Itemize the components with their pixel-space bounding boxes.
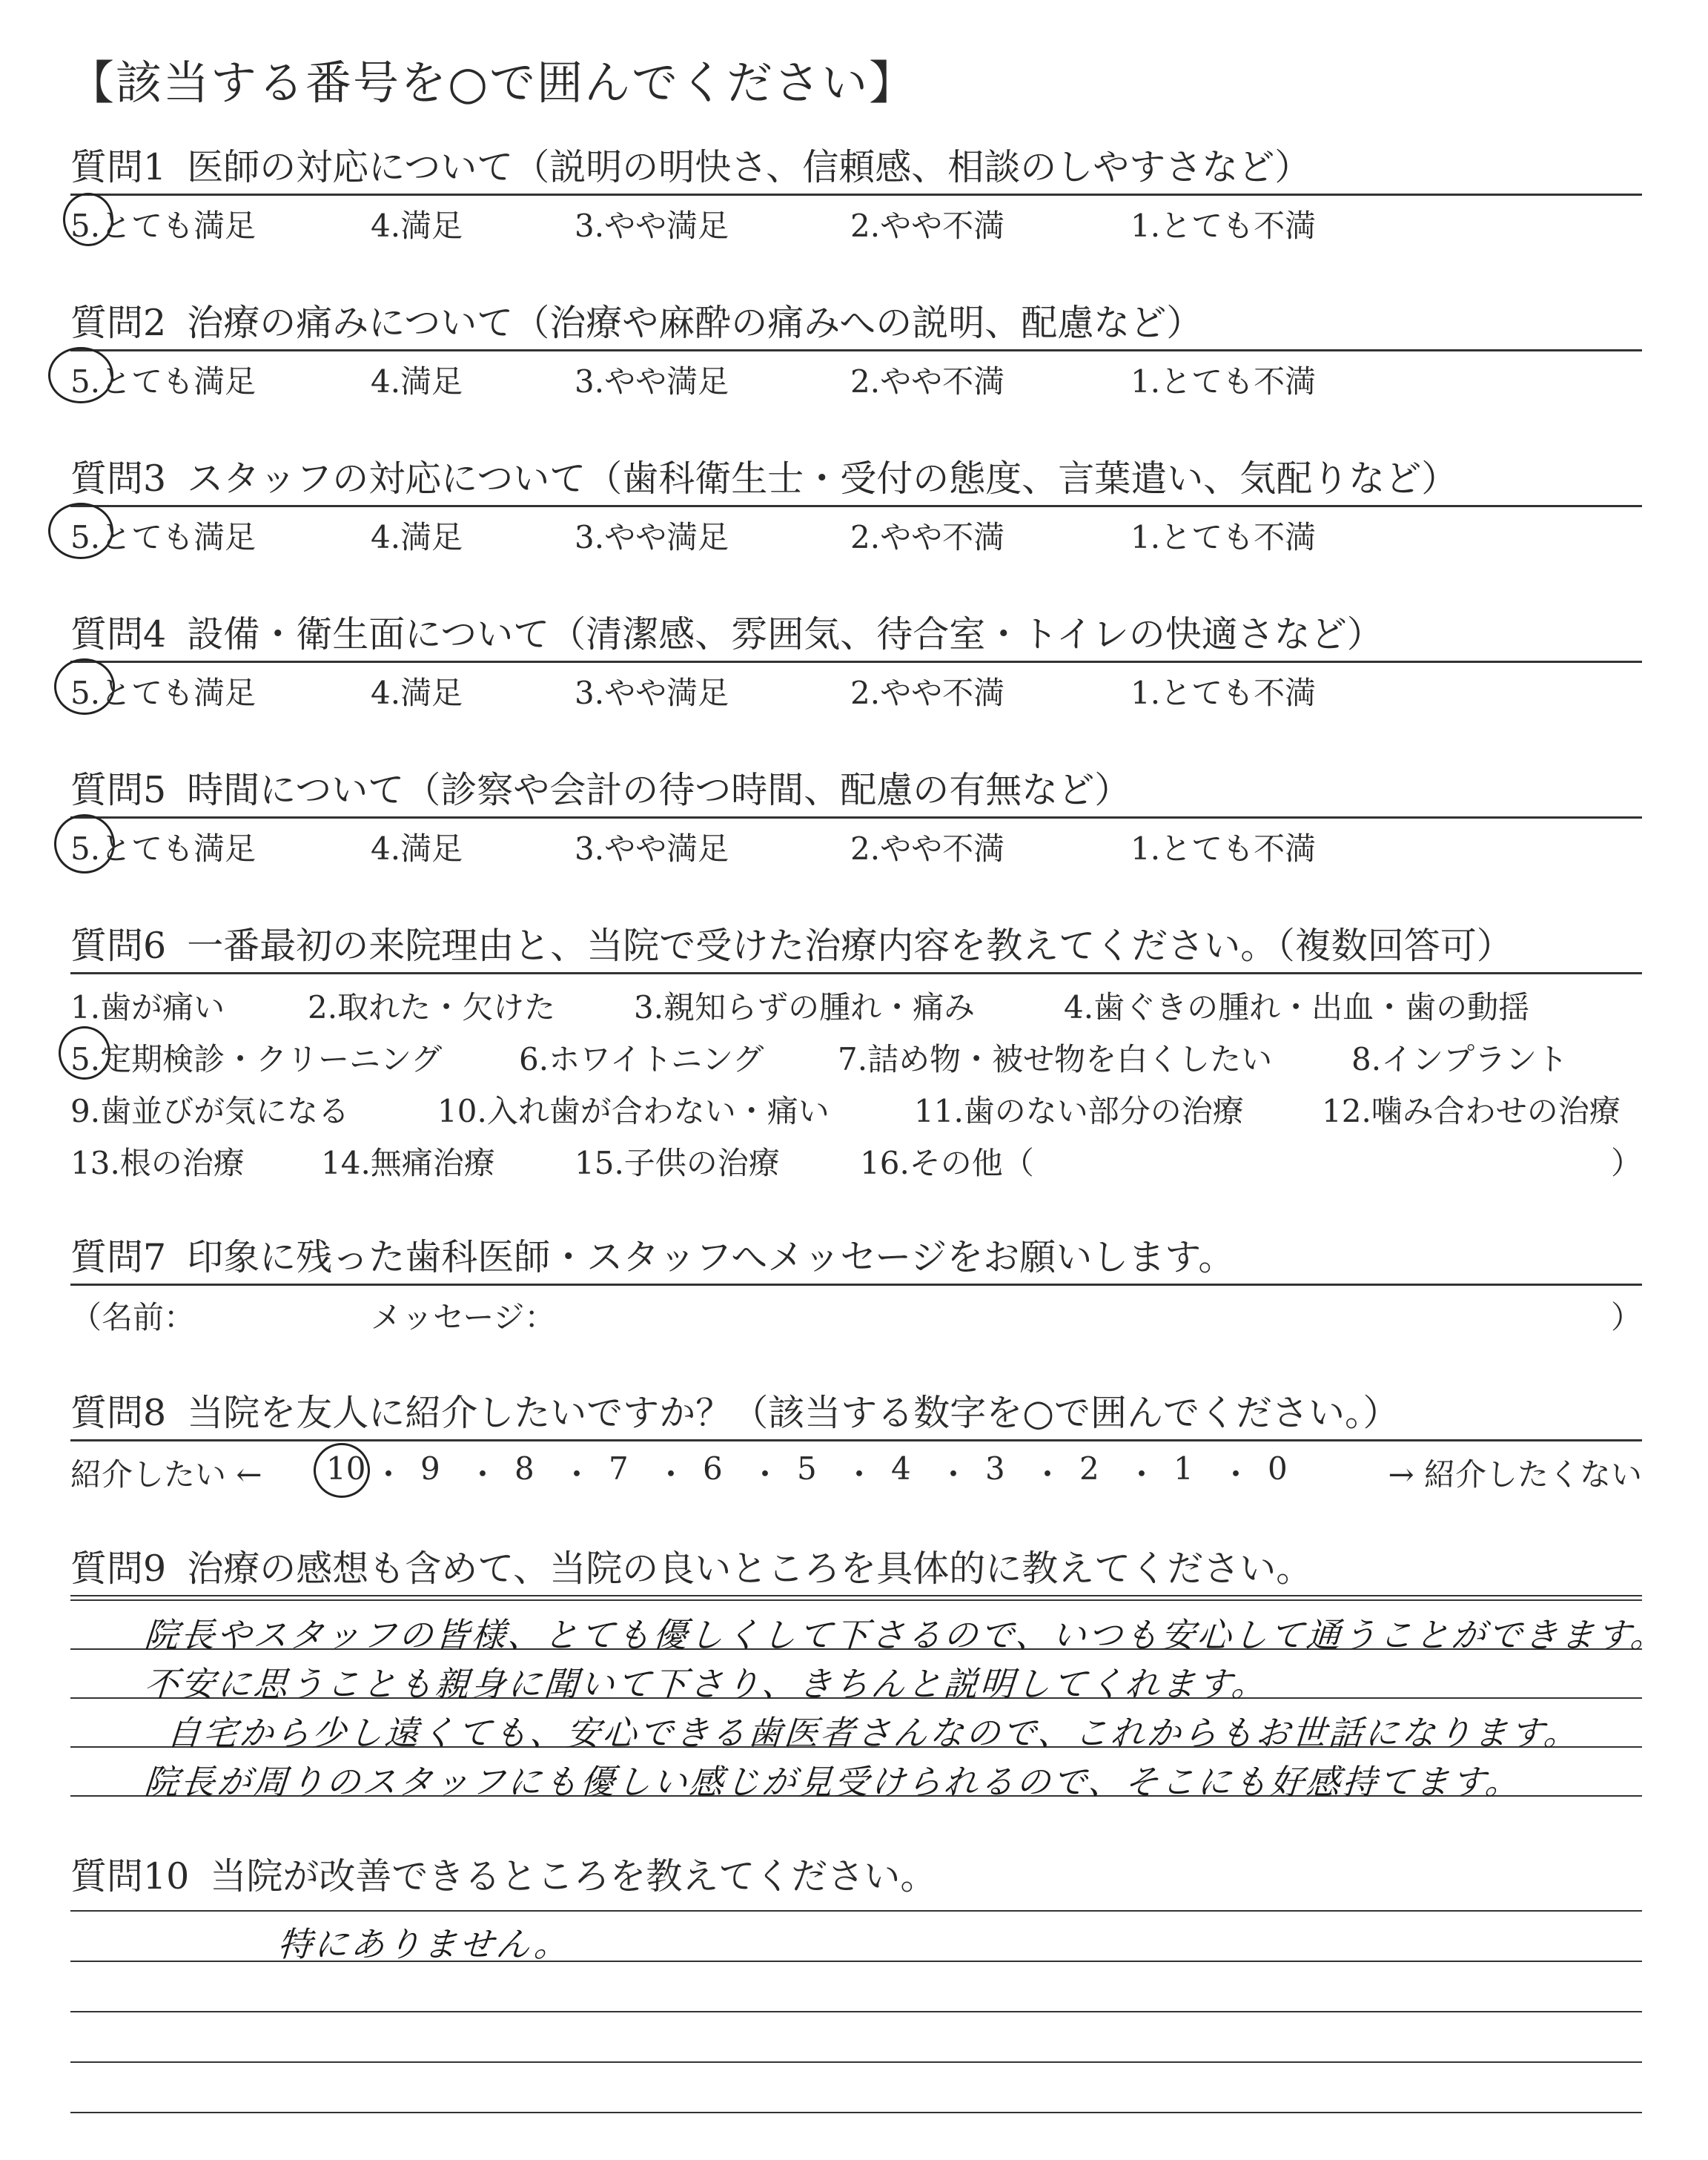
option-1[interactable]: 1.とても不満 [1131, 519, 1317, 555]
question-6-options [70, 983, 1642, 1191]
recommend-scale [70, 1450, 1642, 1502]
question-9-answer-area [70, 1595, 1669, 1862]
scale-option-3[interactable]: 3 [985, 1450, 1005, 1487]
question-6-row [70, 1139, 1642, 1191]
option-15[interactable]: 15.子供の治療 [575, 1145, 780, 1181]
scale-separator: ・ [467, 1456, 499, 1493]
question-8-header [70, 1390, 1642, 1441]
option-2[interactable]: 2.やや不満 [850, 519, 1005, 555]
option-1[interactable]: 1.とても不満 [1131, 363, 1317, 400]
question-3-header [70, 456, 1642, 507]
scale-separator: ・ [1032, 1456, 1064, 1493]
option-1[interactable]: 1.とても不満 [1131, 830, 1317, 867]
scale-option-8[interactable]: 8 [514, 1450, 534, 1487]
question-1-options [70, 202, 1642, 251]
question-9-text: 治療の感想も含めて、当院の良いところを具体的に教えてください。 [187, 1548, 1313, 1590]
question-9 [70, 1546, 1669, 1862]
close-paren: ） [1610, 1145, 1642, 1181]
question-5-options [70, 825, 1642, 873]
option-11[interactable]: 11.歯のない部分の治療 [914, 1093, 1244, 1129]
close-paren: ） [1610, 1299, 1642, 1335]
scale-option-5[interactable]: 5 [797, 1450, 817, 1487]
scale-option-4[interactable]: 4 [891, 1450, 911, 1487]
option-4[interactable]: 4.満足 [371, 363, 463, 400]
option-5[interactable]: 5.とても満足 [70, 363, 256, 400]
question-10-answer-area [70, 1903, 1642, 2125]
message-label: メッセージ： [371, 1299, 556, 1335]
question-9-number: 質問9 [70, 1548, 167, 1590]
scale-separator: ・ [373, 1456, 405, 1493]
option-2[interactable]: 2.やや不満 [850, 830, 1005, 867]
scale-option-2[interactable]: 2 [1079, 1450, 1099, 1487]
scale-option-10[interactable]: 10 [326, 1450, 366, 1487]
question-2-number: 質問2 [70, 302, 167, 344]
option-4[interactable]: 4.満足 [371, 208, 463, 244]
option-3[interactable]: 3.やや満足 [575, 519, 729, 555]
question-2-text: 治療の痛みについて（治療や麻酔の痛みへの説明、配慮など） [187, 302, 1203, 344]
question-6-row [70, 983, 1642, 1035]
option-5[interactable]: 5.定期検診・クリーニング [70, 1041, 443, 1077]
handwritten-line: 特にありません。 [276, 1924, 572, 1964]
question-5 [70, 767, 1642, 873]
handwritten-line: 不安に思うことも親身に聞いて下さり、きちんと説明してくれます。 [142, 1664, 1270, 1704]
question-3 [70, 456, 1642, 562]
option-4[interactable]: 4.満足 [371, 675, 463, 711]
question-4-text: 設備・衛生面について（清潔感、雰囲気、待合室・トイレの快適さなど） [187, 613, 1383, 655]
scale-option-7[interactable]: 7 [609, 1450, 629, 1487]
scale-option-1[interactable]: 1 [1174, 1450, 1194, 1487]
handwritten-line: 院長やスタッフの皆様、とても優しくして下さるので、いつも安心して通うことができます。 [142, 1615, 1669, 1655]
recommend-left-label: 紹介したい ← [70, 1456, 262, 1493]
option-1[interactable]: 1.とても不満 [1131, 675, 1317, 711]
question-5-header [70, 767, 1642, 819]
question-6-row [70, 1087, 1642, 1139]
question-7-number: 質問7 [70, 1236, 167, 1278]
option-3[interactable]: 3.やや満足 [575, 675, 729, 711]
question-4 [70, 612, 1642, 718]
option-2[interactable]: 2.やや不満 [850, 208, 1005, 244]
question-5-text: 時間について（診察や会計の待つ時間、配慮の有無など） [187, 769, 1131, 811]
scale-separator: ・ [1126, 1456, 1158, 1493]
option-3[interactable]: 3.やや満足 [575, 363, 729, 400]
question-8 [70, 1390, 1642, 1502]
question-5-number: 質問5 [70, 769, 167, 811]
scale-separator: ・ [844, 1456, 875, 1493]
option-8[interactable]: 8.インプラント [1351, 1041, 1569, 1077]
question-1-number: 質問1 [70, 146, 167, 188]
question-6 [70, 923, 1642, 1191]
ruled-line [70, 2011, 1642, 2012]
option-1[interactable]: 1.歯が痛い [70, 989, 225, 1025]
scale-separator: ・ [749, 1456, 781, 1493]
scale-option-0[interactable]: 0 [1268, 1450, 1288, 1487]
question-6-row [70, 1035, 1642, 1087]
scale-separator: ・ [561, 1456, 593, 1493]
option-3[interactable]: 3.やや満足 [575, 208, 729, 244]
question-7-fields [70, 1293, 1642, 1338]
option-5[interactable]: 5.とても満足 [70, 830, 256, 867]
ruled-line [70, 2112, 1642, 2113]
scale-separator: ・ [938, 1456, 970, 1493]
scale-option-9[interactable]: 9 [420, 1450, 440, 1487]
question-1-header [70, 145, 1642, 196]
question-2 [70, 300, 1642, 406]
question-1-text: 医師の対応について（説明の明快さ、信頼感、相談のしやすさなど） [187, 146, 1311, 188]
option-4[interactable]: 4.歯ぐきの腫れ・出血・歯の動揺 [1064, 989, 1530, 1025]
option-16[interactable]: 16.その他（ [860, 1145, 1034, 1181]
question-10-number: 質問10 [70, 1855, 190, 1898]
question-6-header [70, 923, 1642, 974]
question-6-number: 質問6 [70, 925, 167, 967]
question-2-header [70, 300, 1642, 351]
question-8-number: 質問8 [70, 1392, 167, 1434]
option-4[interactable]: 4.満足 [371, 519, 463, 555]
scale-separator: ・ [655, 1456, 687, 1493]
recommend-right-label: → 紹介したくない [1388, 1456, 1642, 1493]
option-12[interactable]: 12.噛み合わせの治療 [1322, 1093, 1621, 1129]
option-5[interactable]: 5.とても満足 [70, 519, 256, 555]
question-3-number: 質問3 [70, 458, 167, 500]
question-4-number: 質問4 [70, 613, 167, 655]
scale-separator: ・ [1220, 1456, 1252, 1493]
question-6-text: 一番最初の来院理由と、当院で受けた治療内容を教えてください。（複数回答可） [187, 925, 1513, 967]
option-13[interactable]: 13.根の治療 [70, 1145, 245, 1181]
option-3[interactable]: 3.親知らずの腫れ・痛み [634, 989, 976, 1025]
option-1[interactable]: 1.とても不満 [1131, 208, 1317, 244]
option-7[interactable]: 7.詰め物・被せ物を白くしたい [838, 1041, 1273, 1077]
question-10-header [70, 1854, 1642, 1903]
name-label: （名前： [70, 1299, 196, 1335]
option-3[interactable]: 3.やや満足 [575, 830, 729, 867]
option-2[interactable]: 2.やや不満 [850, 363, 1005, 400]
handwritten-line: 自宅から少し遠くても、安心できる歯医者さんなので、これからもお世話になります。 [165, 1713, 1582, 1753]
ruled-line [70, 2061, 1642, 2063]
option-6[interactable]: 6.ホワイトニング [519, 1041, 764, 1077]
question-2-options [70, 357, 1642, 406]
question-3-options [70, 513, 1642, 562]
option-4[interactable]: 4.満足 [371, 830, 463, 867]
question-7-header [70, 1235, 1642, 1286]
question-8-text: 当院を友人に紹介したいですか？（該当する数字を○で囲んでください。） [187, 1392, 1400, 1434]
question-1 [70, 145, 1642, 251]
question-4-header [70, 612, 1642, 663]
question-10 [70, 1854, 1642, 2125]
option-9[interactable]: 9.歯並びが気になる [70, 1093, 350, 1129]
question-9-header [70, 1546, 1642, 1595]
question-7-text: 印象に残った歯科医師・スタッフへメッセージをお願いします。 [187, 1236, 1235, 1278]
option-5[interactable]: 5.とても満足 [70, 208, 256, 244]
option-2[interactable]: 2.取れた・欠けた [308, 989, 556, 1025]
question-7 [70, 1235, 1642, 1338]
option-5[interactable]: 5.とても満足 [70, 675, 256, 711]
ruled-line [70, 1910, 1642, 1912]
option-14[interactable]: 14.無痛治療 [321, 1145, 495, 1181]
page-title: 【該当する番号を○で囲んでください】 [68, 56, 917, 110]
option-10[interactable]: 10.入れ歯が合わない・痛い [437, 1093, 830, 1129]
option-2[interactable]: 2.やや不満 [850, 675, 1005, 711]
question-10-text: 当院が改善できるところを教えてください。 [210, 1855, 937, 1898]
question-4-options [70, 669, 1642, 718]
scale-option-6[interactable]: 6 [703, 1450, 723, 1487]
ruled-line [70, 1599, 1642, 1601]
question-3-text: スタッフの対応について（歯科衛生士・受付の態度、言葉遣い、気配りなど） [187, 458, 1458, 500]
handwritten-line: 院長が周りのスタッフにも優しい感じが見受けられるので、そこにも好感持てます。 [142, 1762, 1523, 1802]
